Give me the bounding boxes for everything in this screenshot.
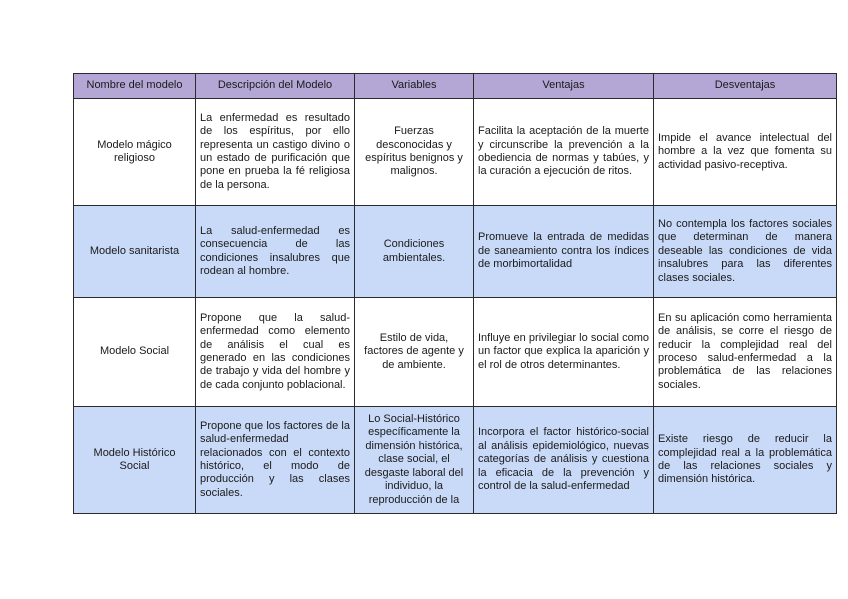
table-row — [74, 99, 837, 206]
model-name-cell: Modelo mágico religioso — [74, 99, 196, 206]
variables-cell: Estilo de vida, factores de agente y de ambiente. — [355, 298, 474, 407]
table-row — [74, 206, 837, 298]
description-cell: La enfermedad es resultado de los espíritus, por ello representa un castigo divino o un estado de purificación que pone en prueba la fé religiosa de la persona. — [196, 99, 355, 206]
header-row — [74, 74, 837, 99]
header-disadvantages: Desventajas — [654, 74, 837, 99]
model-name-cell: Modelo Social — [74, 298, 196, 407]
header-model-name: Nombre del modelo — [74, 74, 196, 99]
header-model-description: Descripción del Modelo — [196, 74, 355, 99]
table-header — [74, 74, 837, 99]
model-name-cell: Modelo Histórico Social — [74, 407, 196, 514]
description-cell: Propone que los factores de la salud-enfermedad relacionados con el contexto histórico, el modo de producción y las clases sociales. — [196, 407, 355, 514]
table-row — [74, 407, 837, 514]
disadvantages-cell: Existe riesgo de reducir la complejidad real a la problemática de las relaciones sociales y dimensión histórica. — [654, 407, 837, 514]
disadvantages-cell: En su aplicación como herramienta de análisis, se corre el riesgo de reducir la complejidad real del proceso salud-enfermedad a la problemática de las relaciones sociales. — [654, 298, 837, 407]
advantages-cell: Promueve la entrada de medidas de saneamiento contra los índices de morbimortalidad — [474, 206, 654, 298]
variables-cell — [355, 407, 474, 514]
advantages-cell: Influye en privilegiar lo social como un factor que explica la aparición y el rol de otros determinantes. — [474, 298, 654, 407]
table-row — [74, 298, 837, 407]
variables-cell-text: Lo Social-Histórico específicamente la dimensión histórica, clase social, el desgaste laboral del individuo, la reproducción de la — [364, 413, 464, 506]
disadvantages-cell: No contempla los factores sociales que determinan de manera deseable las condiciones de vida insalubres para las diferentes clases sociales. — [654, 206, 837, 298]
health-models-table — [73, 73, 837, 514]
description-cell: Propone que la salud-enfermedad como elemento de análisis el cual es generado en las condiciones de trabajo y vida del hombre y de cada conjunto poblacional. — [196, 298, 355, 407]
disadvantages-cell: Impide el avance intelectual del hombre a la vez que fomenta su actividad pasivo-receptiva. — [654, 99, 837, 206]
table-body — [74, 99, 837, 514]
header-variables: Variables — [355, 74, 474, 99]
advantages-cell: Incorpora el factor histórico-social al análisis epidemiológico, nuevas categorías de análisis y cuestiona la eficacia de la prevención y control de la salud-enfermedad — [474, 407, 654, 514]
header-advantages: Ventajas — [474, 74, 654, 99]
advantages-cell: Facilita la aceptación de la muerte y circunscribe la prevención a la obediencia de normas y tabúes, y la curación a ejecución de ritos. — [474, 99, 654, 206]
variables-cell: Fuerzas desconocidas y espíritus benignos y malignos. — [355, 99, 474, 206]
description-cell: La salud-enfermedad es consecuencia de las condiciones insalubres que rodean al hombre. — [196, 206, 355, 298]
model-name-cell: Modelo sanitarista — [74, 206, 196, 298]
variables-cell: Condiciones ambientales. — [355, 206, 474, 298]
